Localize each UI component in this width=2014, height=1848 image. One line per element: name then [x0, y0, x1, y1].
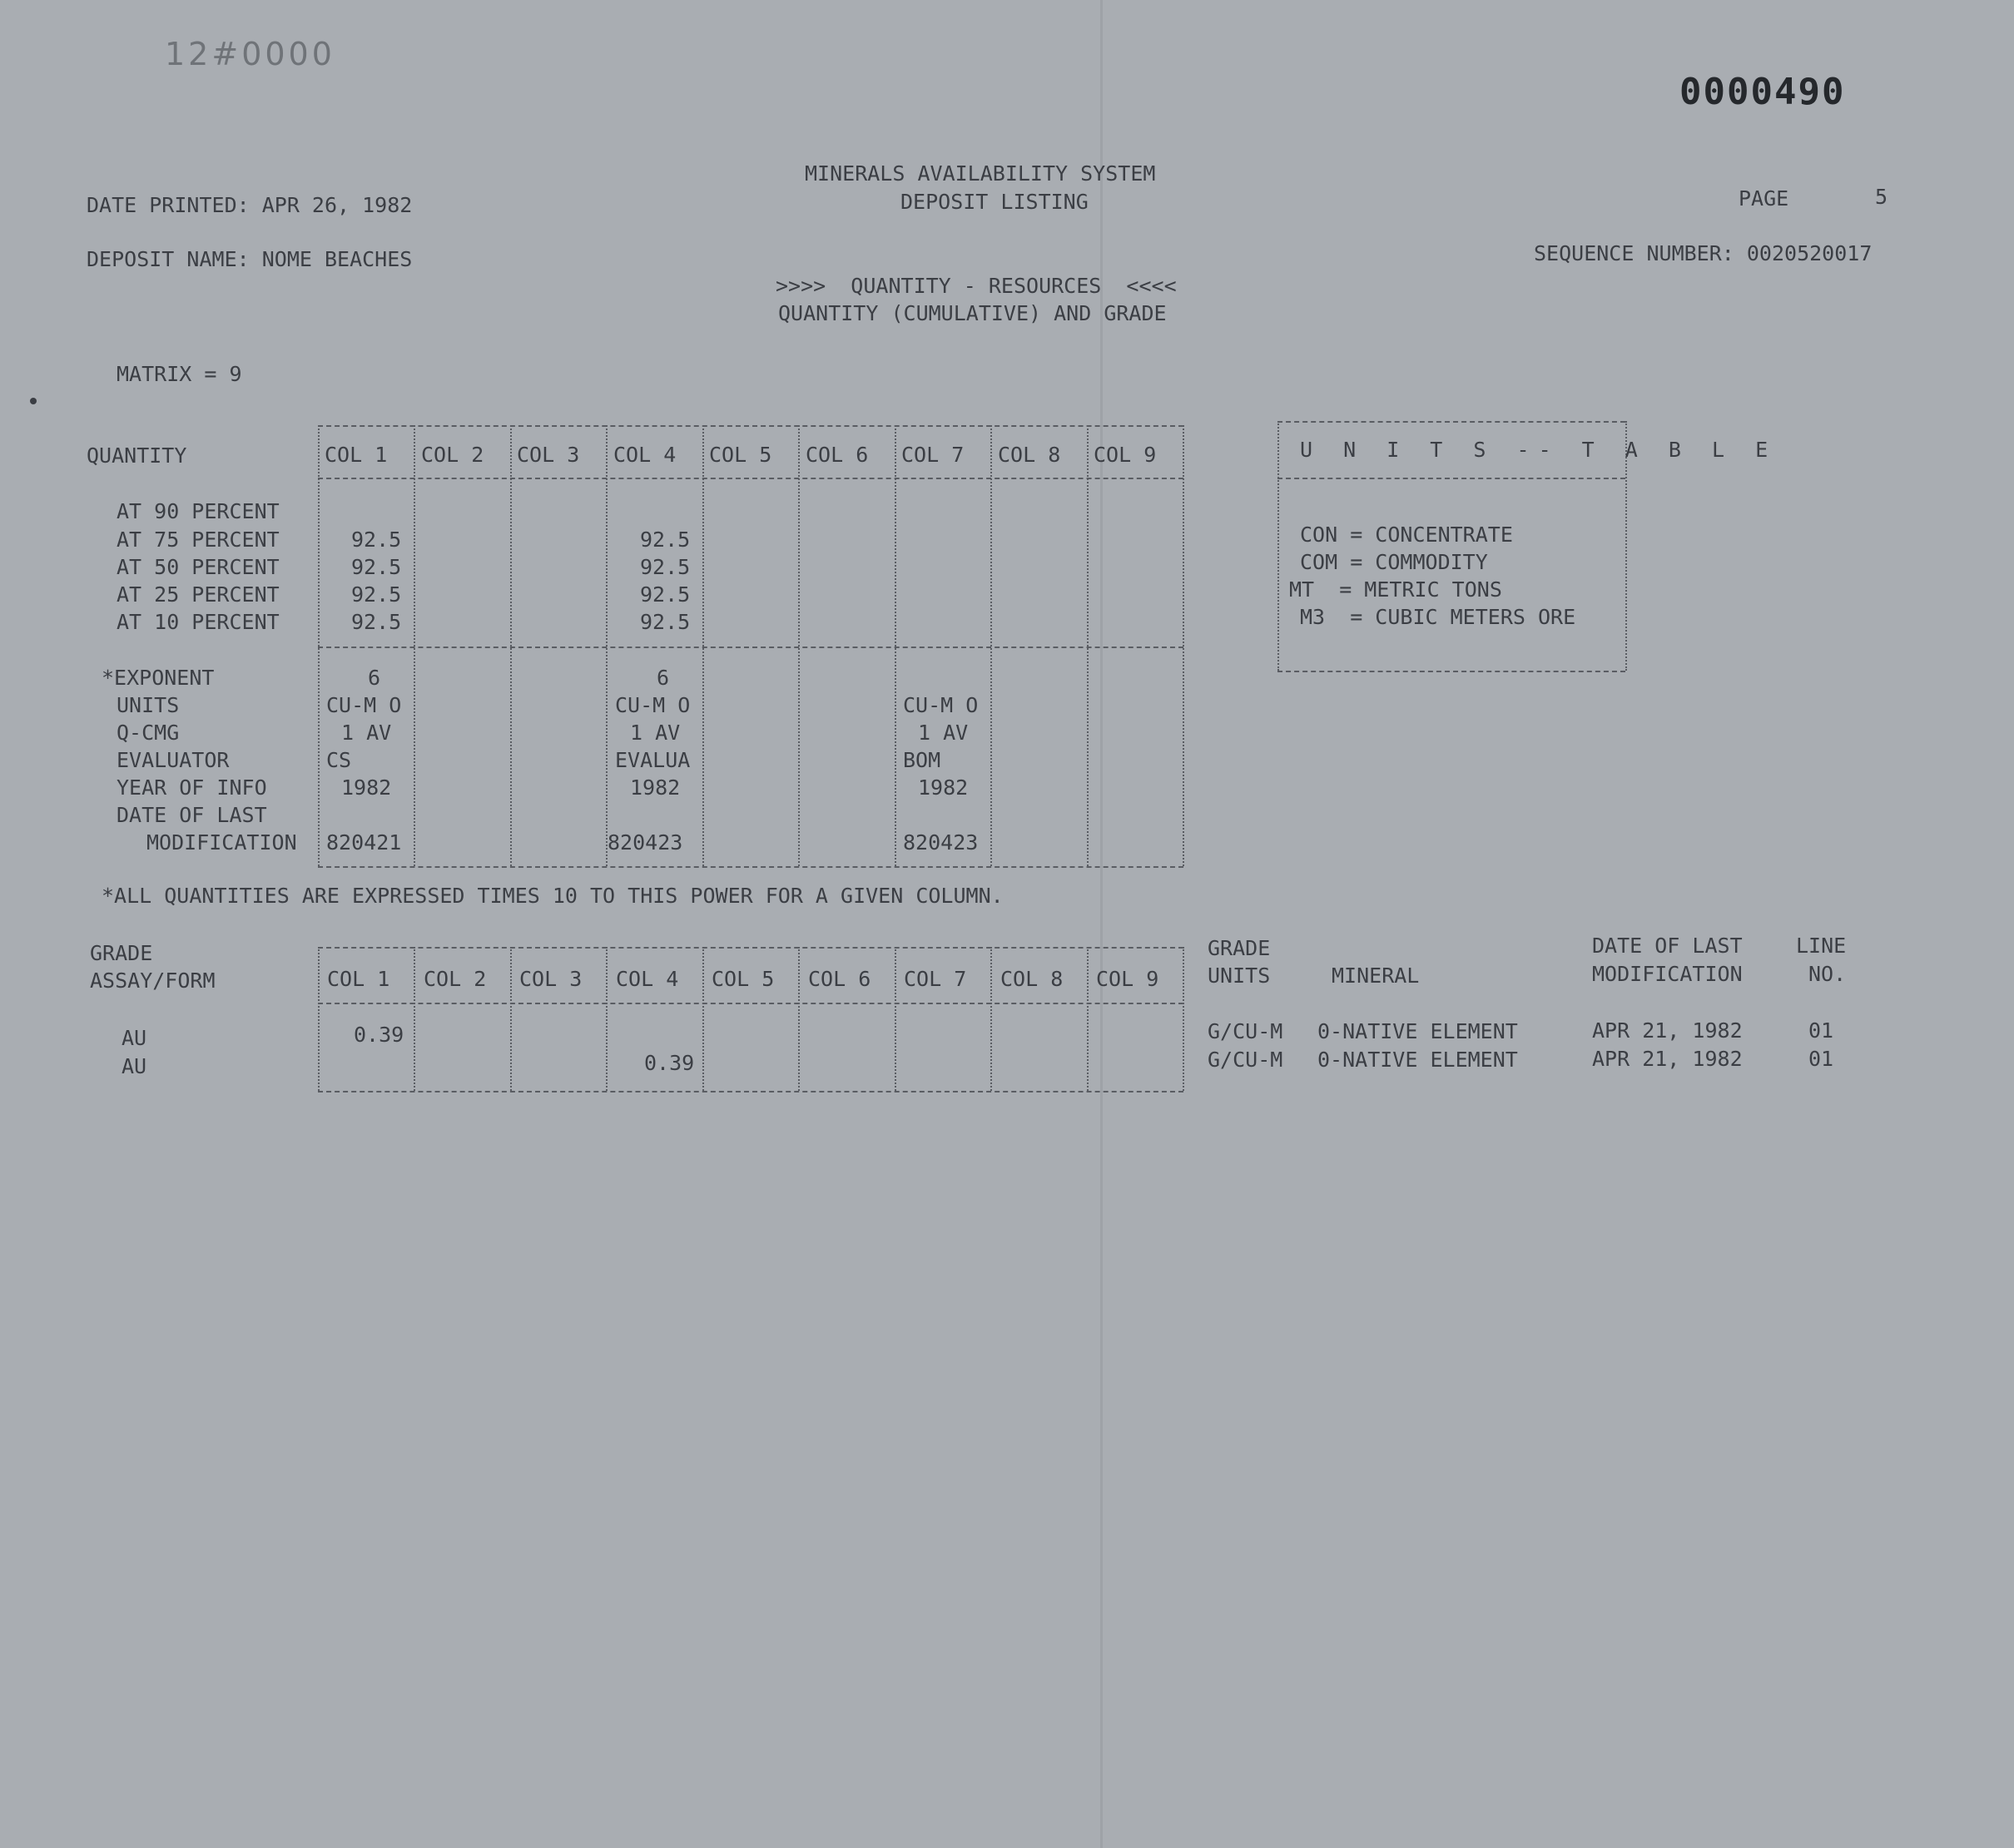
units-entry: CON = CONCENTRATE — [1300, 523, 1513, 547]
date-cell: APR 21, 1982 — [1592, 1018, 1743, 1043]
row-label: YEAR OF INFO — [117, 775, 267, 800]
column-divider — [990, 425, 992, 866]
table-cell: 92.5 — [640, 582, 691, 607]
column-divider — [1087, 425, 1089, 866]
sequence-number: SEQUENCE NUMBER: 0020520017 — [1534, 241, 1873, 265]
matrix-label: MATRIX = 9 — [117, 362, 242, 386]
table-cell: 820421 — [326, 830, 402, 855]
handwritten-id: 12#0000 — [165, 36, 335, 72]
line-cell: 01 — [1808, 1047, 1834, 1071]
column-divider — [1277, 421, 1279, 671]
section-title: >>>> QUANTITY - RESOURCES <<<< — [776, 274, 1177, 298]
column-header: COL 1 — [327, 967, 390, 991]
mineral-cell: 0-NATIVE ELEMENT — [1317, 1048, 1518, 1072]
units-table-title: U N I T S -- T A B L E — [1300, 438, 1778, 462]
table-cell: 92.5 — [640, 555, 691, 579]
table-cell: 6 — [368, 666, 381, 690]
table-cell: 1 AV — [630, 721, 681, 745]
table-cell: 92.5 — [351, 582, 402, 607]
row-label: *EXPONENT — [102, 666, 215, 690]
line-cell: 01 — [1808, 1018, 1834, 1043]
column-header: COL 2 — [421, 443, 484, 467]
deposit-name: DEPOSIT NAME: NOME BEACHES — [87, 247, 413, 271]
table-cell: 820423 — [608, 830, 683, 855]
row-label: AT 25 PERCENT — [117, 582, 280, 607]
column-header: COL 7 — [904, 967, 967, 991]
table-cell: 92.5 — [351, 610, 402, 634]
column-divider — [510, 947, 512, 1091]
column-header: COL 7 — [901, 443, 965, 467]
column-divider — [798, 947, 800, 1091]
table-cell: CU-M O — [615, 693, 691, 717]
column-header: COL 8 — [998, 443, 1061, 467]
line-header: LINE — [1796, 934, 1847, 958]
row-label: EVALUATOR — [117, 748, 230, 772]
column-header: COL 6 — [808, 967, 871, 991]
document-number-stamp: 0000490 — [1679, 71, 1846, 113]
column-header: COL 2 — [424, 967, 487, 991]
row-label: UNITS — [117, 693, 180, 717]
column-header: COL 5 — [709, 443, 772, 467]
grade-label: GRADE — [90, 941, 153, 965]
table-cell: 6 — [657, 666, 670, 690]
row-label: Q-CMG — [117, 721, 180, 745]
column-divider — [606, 947, 608, 1091]
column-header: COL 4 — [613, 443, 677, 467]
column-divider — [1183, 947, 1184, 1091]
assay-form-label: ASSAY/FORM — [90, 969, 216, 993]
column-divider — [702, 947, 704, 1091]
table-cell: 1982 — [341, 775, 392, 800]
footnote: *ALL QUANTITIES ARE EXPRESSED TIMES 10 TO THIS POWER FOR A GIVEN COLUMN. — [102, 884, 1004, 908]
column-divider — [895, 947, 896, 1091]
column-header: COL 4 — [616, 967, 679, 991]
column-divider — [318, 425, 320, 866]
grade-units-cell: G/CU-M — [1208, 1019, 1283, 1043]
date-printed: DATE PRINTED: APR 26, 1982 — [87, 193, 413, 217]
mineral-cell: 0-NATIVE ELEMENT — [1317, 1019, 1518, 1043]
column-divider — [414, 425, 415, 866]
table-rule — [318, 866, 1183, 868]
column-divider — [798, 425, 800, 866]
table-cell: CS — [326, 748, 352, 772]
date-header: DATE OF LAST — [1592, 934, 1743, 958]
table-cell: 92.5 — [640, 610, 691, 634]
table-cell: 1982 — [630, 775, 681, 800]
table-rule — [1277, 421, 1625, 423]
row-label: AT 75 PERCENT — [117, 528, 280, 552]
page-number: 5 — [1875, 185, 1888, 209]
table-rule — [318, 478, 1183, 479]
table-cell: 1 AV — [341, 721, 392, 745]
table-rule — [318, 1091, 1183, 1092]
column-divider — [606, 425, 608, 866]
section-subtitle: QUANTITY (CUMULATIVE) AND GRADE — [778, 301, 1167, 325]
table-cell: 820423 — [903, 830, 979, 855]
table-rule — [318, 647, 1183, 648]
grade-header: GRADE — [1208, 936, 1271, 960]
assay-label: AU — [122, 1054, 147, 1078]
mineral-header: MINERAL — [1332, 964, 1420, 988]
listing-title: DEPOSIT LISTING — [900, 190, 1089, 214]
row-label: AT 50 PERCENT — [117, 555, 280, 579]
column-divider — [895, 425, 896, 866]
margin-mark — [30, 398, 37, 404]
quantity-label: QUANTITY — [87, 443, 187, 468]
column-header: COL 3 — [519, 967, 583, 991]
date-cell: APR 21, 1982 — [1592, 1047, 1743, 1071]
line-header: NO. — [1808, 962, 1847, 986]
column-header: COL 6 — [806, 443, 869, 467]
table-cell: CU-M O — [903, 693, 979, 717]
column-divider — [1183, 425, 1184, 866]
units-entry: COM = COMMODITY — [1300, 550, 1488, 574]
table-cell: 1 AV — [918, 721, 969, 745]
column-header: COL 5 — [712, 967, 775, 991]
table-cell: 0.39 — [354, 1023, 404, 1047]
row-label: AT 10 PERCENT — [117, 610, 280, 634]
column-header: COL 3 — [517, 443, 580, 467]
table-cell: 1982 — [918, 775, 969, 800]
column-header: COL 1 — [325, 443, 388, 467]
table-cell: 92.5 — [351, 555, 402, 579]
table-rule — [318, 1003, 1183, 1004]
system-title: MINERALS AVAILABILITY SYSTEM — [805, 161, 1156, 186]
row-label: MODIFICATION — [146, 830, 297, 855]
table-cell: 92.5 — [640, 528, 691, 552]
date-header: MODIFICATION — [1592, 962, 1743, 986]
page-label: PAGE — [1739, 186, 1789, 211]
units-entry: MT = METRIC TONS — [1289, 577, 1502, 602]
column-divider — [510, 425, 512, 866]
table-cell: 92.5 — [351, 528, 402, 552]
column-divider — [414, 947, 415, 1091]
table-rule — [1277, 671, 1625, 672]
table-rule — [318, 947, 1183, 949]
column-divider — [318, 947, 320, 1091]
table-cell: CU-M O — [326, 693, 402, 717]
row-label: AT 90 PERCENT — [117, 499, 280, 523]
row-label: DATE OF LAST — [117, 803, 267, 827]
column-divider — [990, 947, 992, 1091]
column-divider — [702, 425, 704, 866]
table-cell: 0.39 — [644, 1051, 695, 1075]
column-divider — [1087, 947, 1089, 1091]
column-header: COL 9 — [1094, 443, 1157, 467]
table-cell: EVALUA — [615, 748, 691, 772]
grade-units-cell: G/CU-M — [1208, 1048, 1283, 1072]
units-header: UNITS — [1208, 964, 1271, 988]
column-header: COL 8 — [1000, 967, 1064, 991]
assay-label: AU — [122, 1026, 147, 1050]
column-header: COL 9 — [1096, 967, 1159, 991]
table-cell: BOM — [903, 748, 941, 772]
table-rule — [1277, 478, 1625, 479]
units-entry: M3 = CUBIC METERS ORE — [1300, 605, 1576, 629]
table-rule — [318, 425, 1183, 427]
